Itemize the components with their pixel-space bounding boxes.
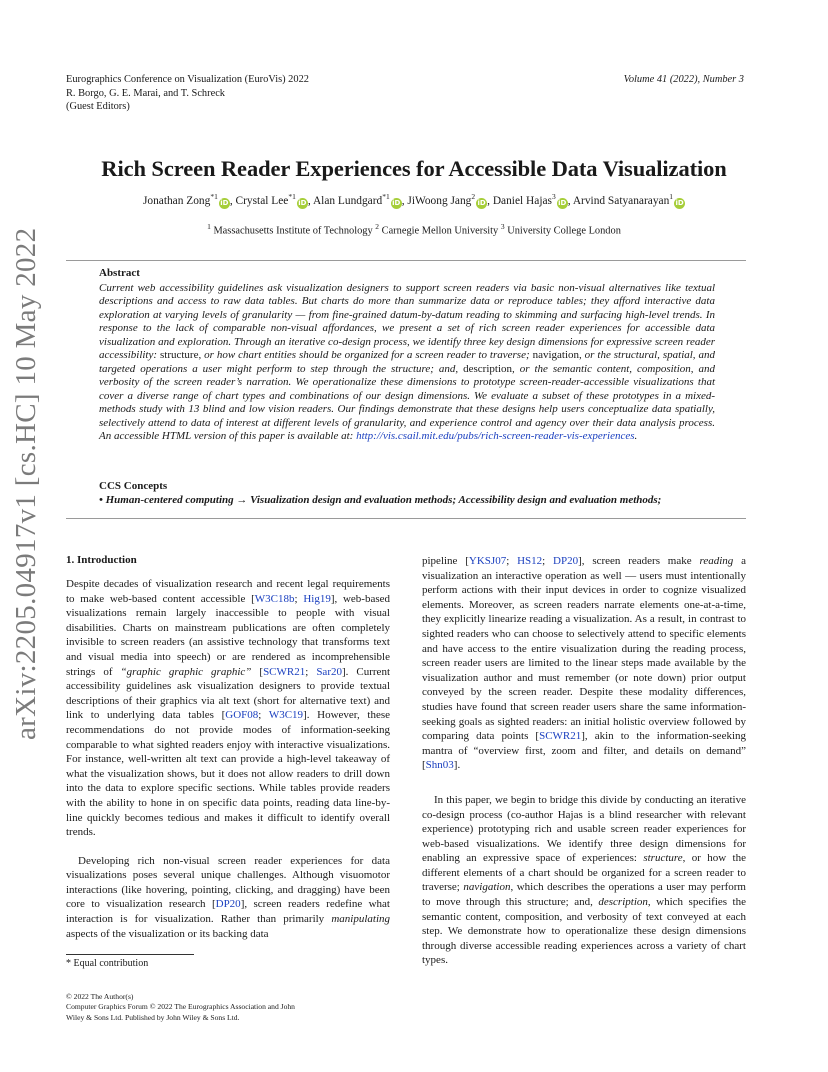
text-run: [: [251, 665, 264, 678]
orcid-icon[interactable]: iD: [558, 198, 567, 207]
ccs-concepts: [99, 479, 739, 507]
abstract-term: structure: [159, 349, 199, 361]
text-run: Despite decades of visualization research and recent legal requirements to make web-based content accessible [: [66, 578, 390, 605]
orcid-icon[interactable]: iD: [220, 198, 229, 207]
author: [312, 192, 402, 207]
volume-header: Volume 41 (2022), Number 3: [623, 74, 744, 85]
text-run: ], screen readers redefine what interaction is for visualization. Rather than primarily: [66, 898, 390, 926]
left-column: [66, 577, 390, 941]
section-heading: 1. Introduction: [66, 554, 137, 566]
abstract-part: , or the semantic content, composition, and verbosity of the screen reader’s narration. We operationalize these dimensions to prototype screen-reader-accessible visualizations that cover a diverse range of chart types and combinations of our design dimensions. We evaluate a subset of these prototypes in a mixed-methods study with 13 blind and low vision readers. Our findings demonstrate that these designs help users conceptualize data spatially, selectively attend to data of interest at different levels of granularity, and experience control and agency over their data analysis process. An accessible HTML version of this paper is available at:: [99, 362, 715, 442]
orcid-icon[interactable]: iD: [392, 198, 401, 207]
affiliation-mark: 1: [207, 222, 211, 231]
header-line: Eurographics Conference on Visualization (EuroVis) 2022: [66, 74, 309, 85]
abstract-term: description: [463, 362, 513, 375]
abstract-part: , or the structural, spatial, and targeted operations a user might perform to step through the structure; and,: [99, 349, 715, 375]
divider: [66, 260, 746, 261]
text-run: , which specifies the semantic content, composition, and verbosity of text conveyed at each step. We demonstrate how to operationalize these design dimensions through diverse accessible reading experiences across a variety of chart types.: [422, 896, 746, 967]
conference-header: [66, 73, 426, 114]
author-name: Daniel Hajas: [492, 194, 552, 207]
paragraph: [422, 554, 746, 773]
author-name: Arvind Satyanarayan: [572, 194, 670, 207]
author: [142, 192, 230, 207]
affiliation-name: Carnegie Mellon University: [379, 225, 499, 237]
citation-link[interactable]: W3C18b: [254, 592, 295, 605]
author-name: Alan Lundgard: [312, 194, 383, 207]
footnote-rule: [66, 954, 194, 955]
author-affiliation-mark: 2: [471, 192, 476, 201]
text-run: ].: [453, 759, 461, 772]
text-run: ;: [506, 555, 518, 567]
author-name: Jonathan Zong: [142, 194, 211, 207]
affiliation-mark: 2: [375, 222, 380, 231]
text-run: ;: [258, 709, 269, 722]
emphasis: reading: [699, 555, 734, 567]
text-run: aspects of the visualization or its backing data: [66, 927, 269, 940]
text-run: pipeline [: [422, 555, 469, 567]
text-run: ]. Current accessibility guidelines ask visualization designers to provide textual descriptions of their graphics via alt text (short for alternative text) and link to underlying data tables [: [66, 665, 390, 722]
text-run: ], akin to the information-seeking mantra of “overview first, zoom and filter, and details on demand” [: [422, 730, 747, 772]
author-list: Jonathan Zong$^{*1}$iD, Crystal Lee$^{*1}$iD, Alan Lundgard$^{*1}$iD, JiWoong Jang$^2$iD, Daniel Hajas$^3$iD, Arvind Satyanarayan$^1$iD: [142, 192, 684, 207]
abstract-part: .: [634, 430, 638, 442]
ccs-heading: CCS Concepts: [99, 480, 168, 492]
author-affiliation-mark: 3: [551, 192, 556, 201]
text-run: ], web-based visualizations remain largely inaccessible to people with visual disabilities. Charts on mainstream publications are often completely invisible to screen readers (an assistive technology that transforms text and visual media into speech) or are rendered as incomprehensible strings of: [66, 592, 391, 678]
header-line: (Guest Editors): [66, 101, 130, 112]
footnote: * Equal contribution: [66, 958, 149, 969]
text-run: ;: [305, 665, 317, 678]
copyright-line: Computer Graphics Forum © 2022 The Eurographics Association and John: [66, 1002, 295, 1012]
text-run: ;: [542, 555, 554, 567]
abstract-part: Current web accessibility guidelines ask visualization designers to support screen readers via basic non-visual alternatives like textual descriptions and access to raw data tables. But charts do more than summarize data or reproduce tables; they afford interactive data exploration at varying levels of granularity — from fine-grained datum-by-datum reading to skimming and surfacing high-level trends. In response to the lack of comparable non-visual affordances, we present a set of rich screen reader experiences for accessible data visualization and exploration. Through an iterative co-design process, we identify three key design dimensions for expressive screen reader accessibility:: [99, 281, 715, 361]
text-run: Developing rich non-visual screen reader experiences for data visualizations poses several unique challenges. Although visuomotor interactions (like hovering, pointing, clicking, and dragging) have been core to visualization research [: [66, 854, 390, 911]
emphasis: manipulating: [331, 913, 390, 926]
citation-link[interactable]: SCWR21: [263, 665, 306, 678]
orcid-icon[interactable]: iD: [298, 198, 307, 207]
abstract-heading: Abstract: [99, 267, 140, 279]
copyright-line: Wiley & Sons Ltd. Published by John Wiley & Sons Ltd.: [66, 1012, 240, 1022]
author-name: Crystal Lee: [235, 194, 289, 207]
paragraph: [66, 854, 390, 942]
abstract-part: , or how chart entities should be organized for a screen reader to traverse;: [198, 349, 533, 361]
orcid-icon[interactable]: iD: [477, 198, 486, 207]
emphasis: navigation: [463, 881, 511, 894]
abstract-text: [99, 282, 715, 444]
author: [235, 192, 308, 207]
text-run: , which describes the operations a user may perform to move through this structure; and,: [422, 881, 746, 909]
affiliation-mark: 3: [500, 222, 505, 231]
author-name: JiWoong Jang: [407, 194, 472, 207]
emphasis: structure: [643, 852, 683, 865]
author: [492, 192, 568, 207]
citation-link[interactable]: YKSJ07: [468, 555, 507, 567]
text-run: , or how the different elements of a chart should be organized for a screen reader to traverse;: [422, 852, 746, 894]
author: [572, 192, 685, 207]
emphasis: “graphic graphic graphic”: [120, 665, 252, 678]
author-affiliation-mark: *1: [288, 192, 296, 201]
citation-link[interactable]: W3C19: [268, 709, 304, 722]
abstract: [99, 267, 715, 444]
right-column: [422, 554, 746, 968]
copyright-line: © 2022 The Author(s): [66, 992, 134, 1001]
author-affiliation-mark: *1: [382, 192, 390, 201]
emphasis: description: [598, 896, 648, 909]
citation-link[interactable]: Hig19: [303, 592, 331, 605]
text-run: ], screen readers make: [578, 555, 700, 567]
citation-link[interactable]: Sar20: [316, 665, 342, 678]
text-run: In this paper, we begin to bridge this divide by conducting an iterative co-design process (co-author Hajas is a blind researcher with relevant experience) prototyping rich and usable screen reader experiences for web-based visualizations. We identify three design dimensions for enabling an expressive space of experiences:: [422, 793, 746, 865]
orcid-icon[interactable]: iD: [675, 198, 684, 207]
citation-link[interactable]: GOF08: [225, 709, 259, 722]
author-affiliation-mark: 1: [669, 192, 674, 201]
arxiv-watermark: arXiv:2205.04917v1 [cs.HC] 10 May 2022: [10, 227, 42, 740]
paper-title: Rich Screen Reader Experiences for Accessible Data Visualization: [101, 156, 727, 181]
author: [407, 192, 487, 207]
citation-link[interactable]: DP20: [553, 555, 579, 567]
citation-link[interactable]: HS12: [517, 555, 543, 567]
ccs-text: • Human-centered computing → Visualization design and evaluation methods; Accessibility design and evaluation methods;: [99, 494, 662, 506]
text-run: a visualization an interactive operation as well — users must intentionally perform actions with their input devices in order to cognize visualized elements. Moreover, as screen readers narrate elements one-at-a-time, they explicitly linearize reading a visualization. As a result, in contrast to sighted readers who can choose to selectively attend to specific elements and have access to the entire visualization during the reading process, screen reader users are limited to the linear steps made available by the visualization author and must remember (or note down) prior output conveyed by the screen reader. Despite these modality differences, studies have found that screen reader users share the same information-seeking goals as sighted readers: an initial holistic overview followed by comparing data points [: [422, 555, 746, 743]
citation-link[interactable]: Shn03: [425, 759, 454, 772]
text-run: ;: [294, 592, 304, 605]
header-line: R. Borgo, G. E. Marai, and T. Schreck: [66, 87, 226, 99]
text-run: ]. However, these recommendations do not provide modes of information-seeking comparable to what sighted readers enjoy with interactive visualizations. For instance, well-written alt text can provide a high-level takeaway of what the visualization shows, but it does not allow readers to drill down into the data to explore specific sections. While tables provide readers with the ability to hone in on specific data points, reading data line-by-line quickly becomes tedious and makes it difficult to identify overall trends.: [66, 709, 391, 839]
affiliation-list: [0, 222, 828, 236]
paragraph: [422, 793, 746, 968]
affiliation-name: University College London: [504, 225, 621, 237]
html-version-link[interactable]: http://vis.csail.mit.edu/pubs/rich-screen-reader-vis-experiences: [356, 430, 635, 442]
paragraph: [66, 577, 390, 840]
copyright: [66, 992, 366, 1023]
divider: [66, 518, 746, 519]
affiliation-name: Massachusetts Institute of Technology: [210, 225, 373, 237]
abstract-term: navigation: [532, 349, 579, 361]
citation-link[interactable]: DP20: [215, 898, 241, 911]
author-affiliation-mark: *1: [210, 192, 218, 201]
citation-link[interactable]: SCWR21: [539, 730, 582, 743]
